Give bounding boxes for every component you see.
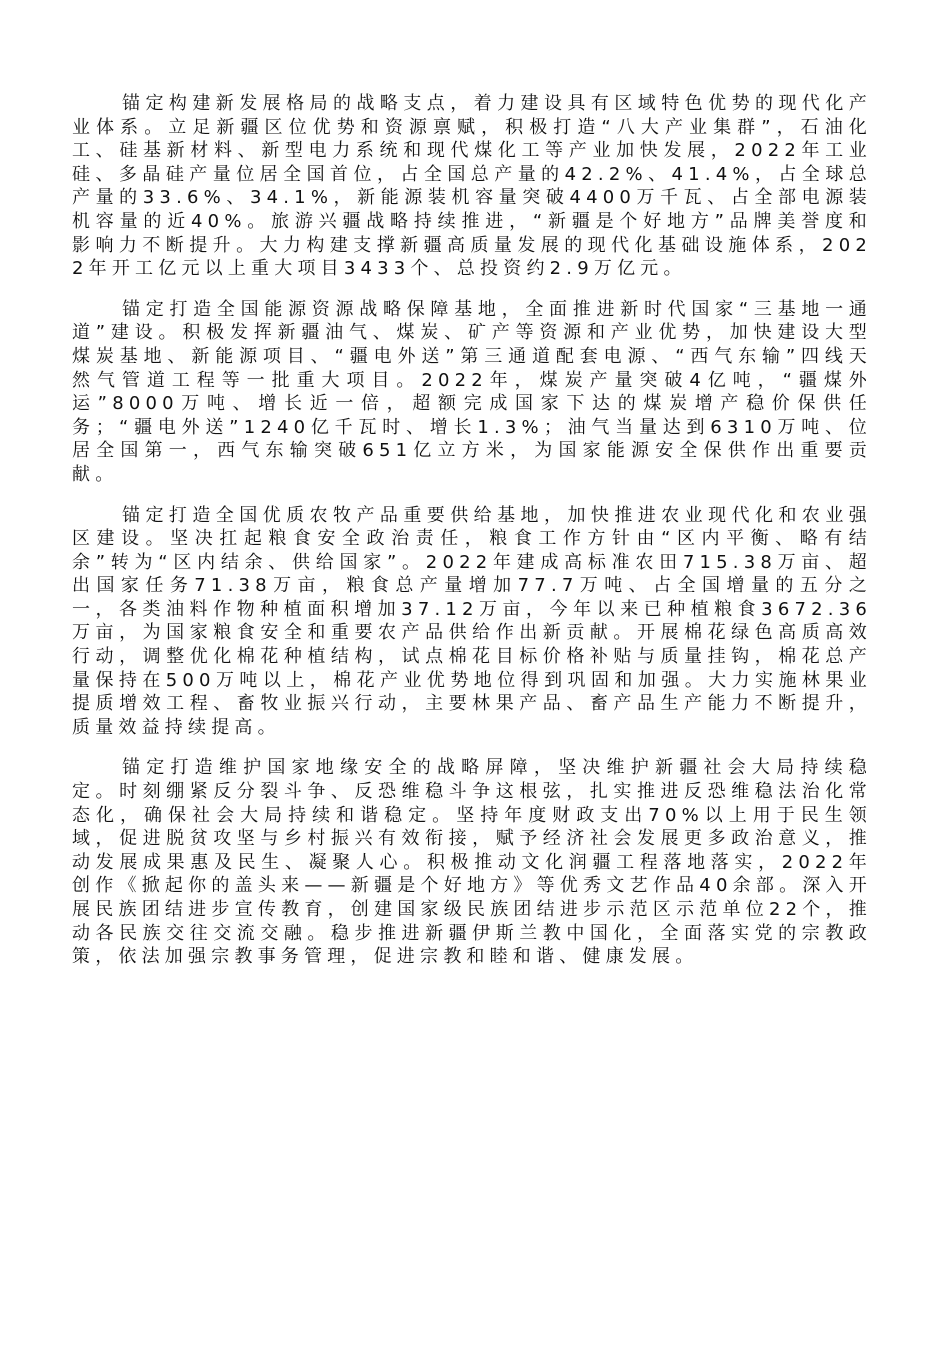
paragraph-security-barrier: 锚定打造维护国家地缘安全的战略屏障，坚决维护新疆社会大局持续稳定。时刻绷紧反分裂斗争、反恐维稳斗争这根弦，扎实推进反恐维稳法治化常态化，确保社会大局持续和谐稳定。坚持年度财政支出70%以上用于民生领域，促进脱贫攻坚与乡村振兴有效衔接，赋予经济社会发展更多政治意义，推动发展成果惠及民生、凝聚人心。积极推动文化润疆工程落地落实，2022年创作《掀起你的盖头来——新疆是个好地方》等优秀文艺作品40余部。深入开展民族团结进步宣传教育，创建国家级民族团结进步示范区示范单位22个，推动各民族交往交流交融。稳步推进新疆伊斯兰教中国化，全面落实党的宗教政策，依法加强宗教事务管理，促进宗教和睦和谐、健康发展。 [72, 757, 872, 968]
paragraph-agriculture-base: 锚定打造全国优质农牧产品重要供给基地，加快推进农业现代化和农业强区建设。坚决扛起粮食安全政治责任，粮食工作方针由“区内平衡、略有结余”转为“区内结余、供给国家”。2022年建成高标准农田715.38万亩、超出国家任务71.38万亩，粮食总产量增加77.7万吨、占全国增量的五分之一，各类油料作物种植面积增加37.12万亩，今年以来已种植粮食3672.36万亩，为国家粮食安全和重要农产品供给作出新贡献。开展棉花绿色高质高效行动，调整优化棉花种植结构，试点棉花目标价格补贴与质量挂钩，棉花总产量保持在500万吨以上，棉花产业优势地位得到巩固和加强。大力实施林果业提质增效工程、畜牧业振兴行动，主要林果产品、畜产品生产能力不断提升，质量效益持续提高。 [72, 504, 872, 738]
document-body [72, 92, 872, 986]
paragraph-industry-system: 锚定构建新发展格局的战略支点，着力建设具有区域特色优势的现代化产业体系。立足新疆区位优势和资源禀赋，积极打造“八大产业集群”，石油化工、硅基新材料、新型电力系统和现代煤化工等产业加快发展，2022年工业硅、多晶硅产量位居全国首位，占全国总产量的42.2%、41.4%，占全球总产量的33.6%、34.1%，新能源装机容量突破4400万千瓦、占全部电源装机容量的近40%。旅游兴疆战略持续推进，“新疆是个好地方”品牌美誉度和影响力不断提升。大力构建支撑新疆高质量发展的现代化基础设施体系，2022年开工亿元以上重大项目3433个、总投资约2.9万亿元。 [72, 93, 872, 280]
paragraph-energy-base: 锚定打造全国能源资源战略保障基地，全面推进新时代国家“三基地一通道”建设。积极发挥新疆油气、煤炭、矿产等资源和产业优势，加快建设大型煤炭基地、新能源项目、“疆电外送”第三通道配套电源、“西气东输”四线天然气管道工程等一批重大项目。2022年，煤炭产量突破4亿吨，“疆煤外运”8000万吨、增长近一倍，超额完成国家下达的煤炭增产稳价保供任务；“疆电外送”1240亿千瓦时、增长1.3%；油气当量达到6310万吨、位居全国第一，西气东输突破651亿立方米，为国家能源安全保供作出重要贡献。 [72, 298, 872, 485]
